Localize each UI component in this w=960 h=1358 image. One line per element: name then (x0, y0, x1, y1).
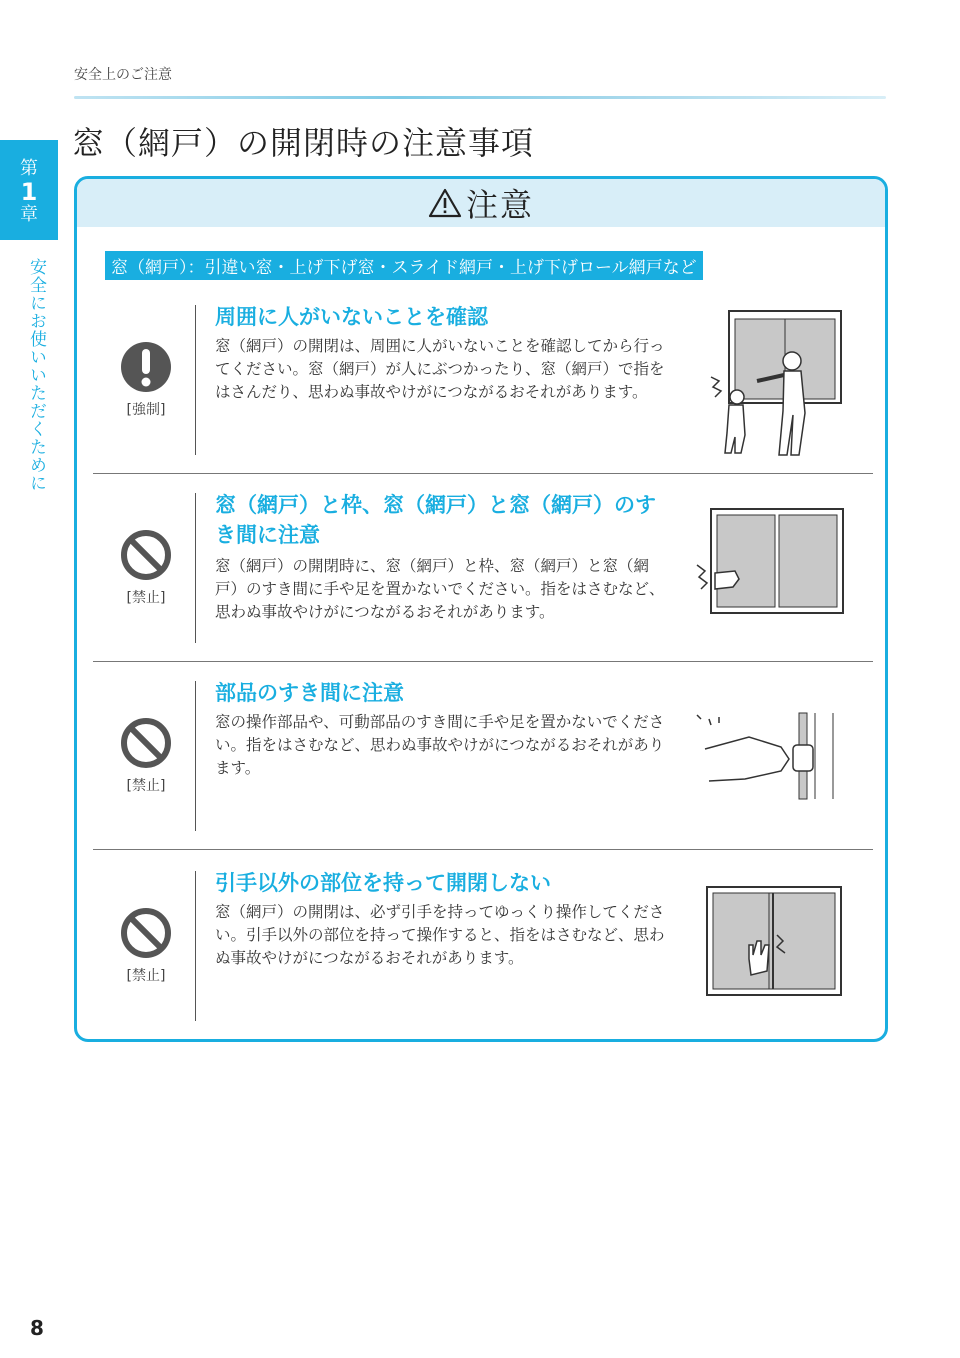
symbol-label: [禁止] (126, 590, 166, 606)
item-title: 窓（網戸）と枠、窓（網戸）と窓（網戸）のすき間に注意 (215, 493, 656, 547)
window-pull-handle-illustration (689, 883, 849, 1003)
prohibited-icon (120, 529, 172, 581)
mandatory-symbol (101, 341, 191, 419)
caution-box (74, 176, 888, 1042)
page-number: 8 (30, 1316, 44, 1340)
section-divider (93, 661, 873, 662)
section-divider-vertical (195, 305, 196, 455)
section-divider-vertical (195, 871, 196, 1021)
prohibited-icon (120, 907, 172, 959)
item-body: 窓の操作部品や、可動部品のすき間に手や足を置かないでください。指をはさむなど、思わぬ事故やけがにつながるおそれがあります。 (215, 713, 665, 777)
caution-title: 注意 (465, 186, 534, 224)
chapter-section-label: 安全にお使いいただくために (26, 258, 46, 492)
prohibited-icon (120, 717, 172, 769)
caution-header (77, 179, 885, 227)
warning-triangle-icon (428, 188, 462, 218)
chapter-prefix: 第 (20, 158, 38, 179)
item-body: 窓（網戸）の開閉は、必ず引手を持ってゆっくり操作してください。引手以外の部位を持って操作すると、指をはさむなど、思わぬ事故やけがにつながるおそれがあります。 (215, 903, 665, 967)
symbol-label: [禁止] (126, 968, 166, 984)
symbol-label: [禁止] (126, 778, 166, 794)
item-title: 部品のすき間に注意 (215, 681, 404, 705)
sliding-window-illustration (689, 505, 849, 621)
window-people-illustration (689, 305, 849, 461)
breadcrumb: 安全上のご注意 (74, 67, 172, 83)
item-title: 周囲に人がいないことを確認 (215, 305, 488, 329)
page-title: 窓（網戸）の開閉時の注意事項 (72, 124, 535, 162)
item-body: 窓（網戸）の開閉時に、窓（網戸）と枠、窓（網戸）と窓（網戸）のすき間に手や足を置かないでください。指をはさむなど、思わぬ事故やけがにつながるおそれがあります。 (215, 557, 665, 621)
prohibited-symbol (101, 907, 191, 985)
symbol-label: [強制] (126, 402, 166, 418)
header-rule (74, 96, 886, 99)
section-divider-vertical (195, 681, 196, 831)
item-title: 引手以外の部位を持って開閉しない (215, 871, 551, 895)
hand-hardware-illustration (689, 709, 849, 805)
section-divider-vertical (195, 493, 196, 643)
window-types-label: 窓（網戸）：引違い窓・上げ下げ窓・スライド網戸・上げ下げロール網戸など (105, 251, 703, 280)
prohibited-symbol (101, 717, 191, 795)
chapter-suffix: 章 (20, 204, 38, 225)
prohibited-symbol (101, 529, 191, 607)
chapter-number: 1 (20, 178, 38, 206)
mandatory-icon (120, 341, 172, 393)
section-divider (93, 473, 873, 474)
section-divider (93, 849, 873, 850)
item-body: 窓（網戸）の開閉は、周囲に人がいないことを確認してから行ってください。窓（網戸）が人にぶつかったり、窓（網戸）で指をはさんだり、思わぬ事故やけがにつながるおそれがあります。 (215, 337, 665, 401)
chapter-tab[interactable] (0, 140, 58, 240)
